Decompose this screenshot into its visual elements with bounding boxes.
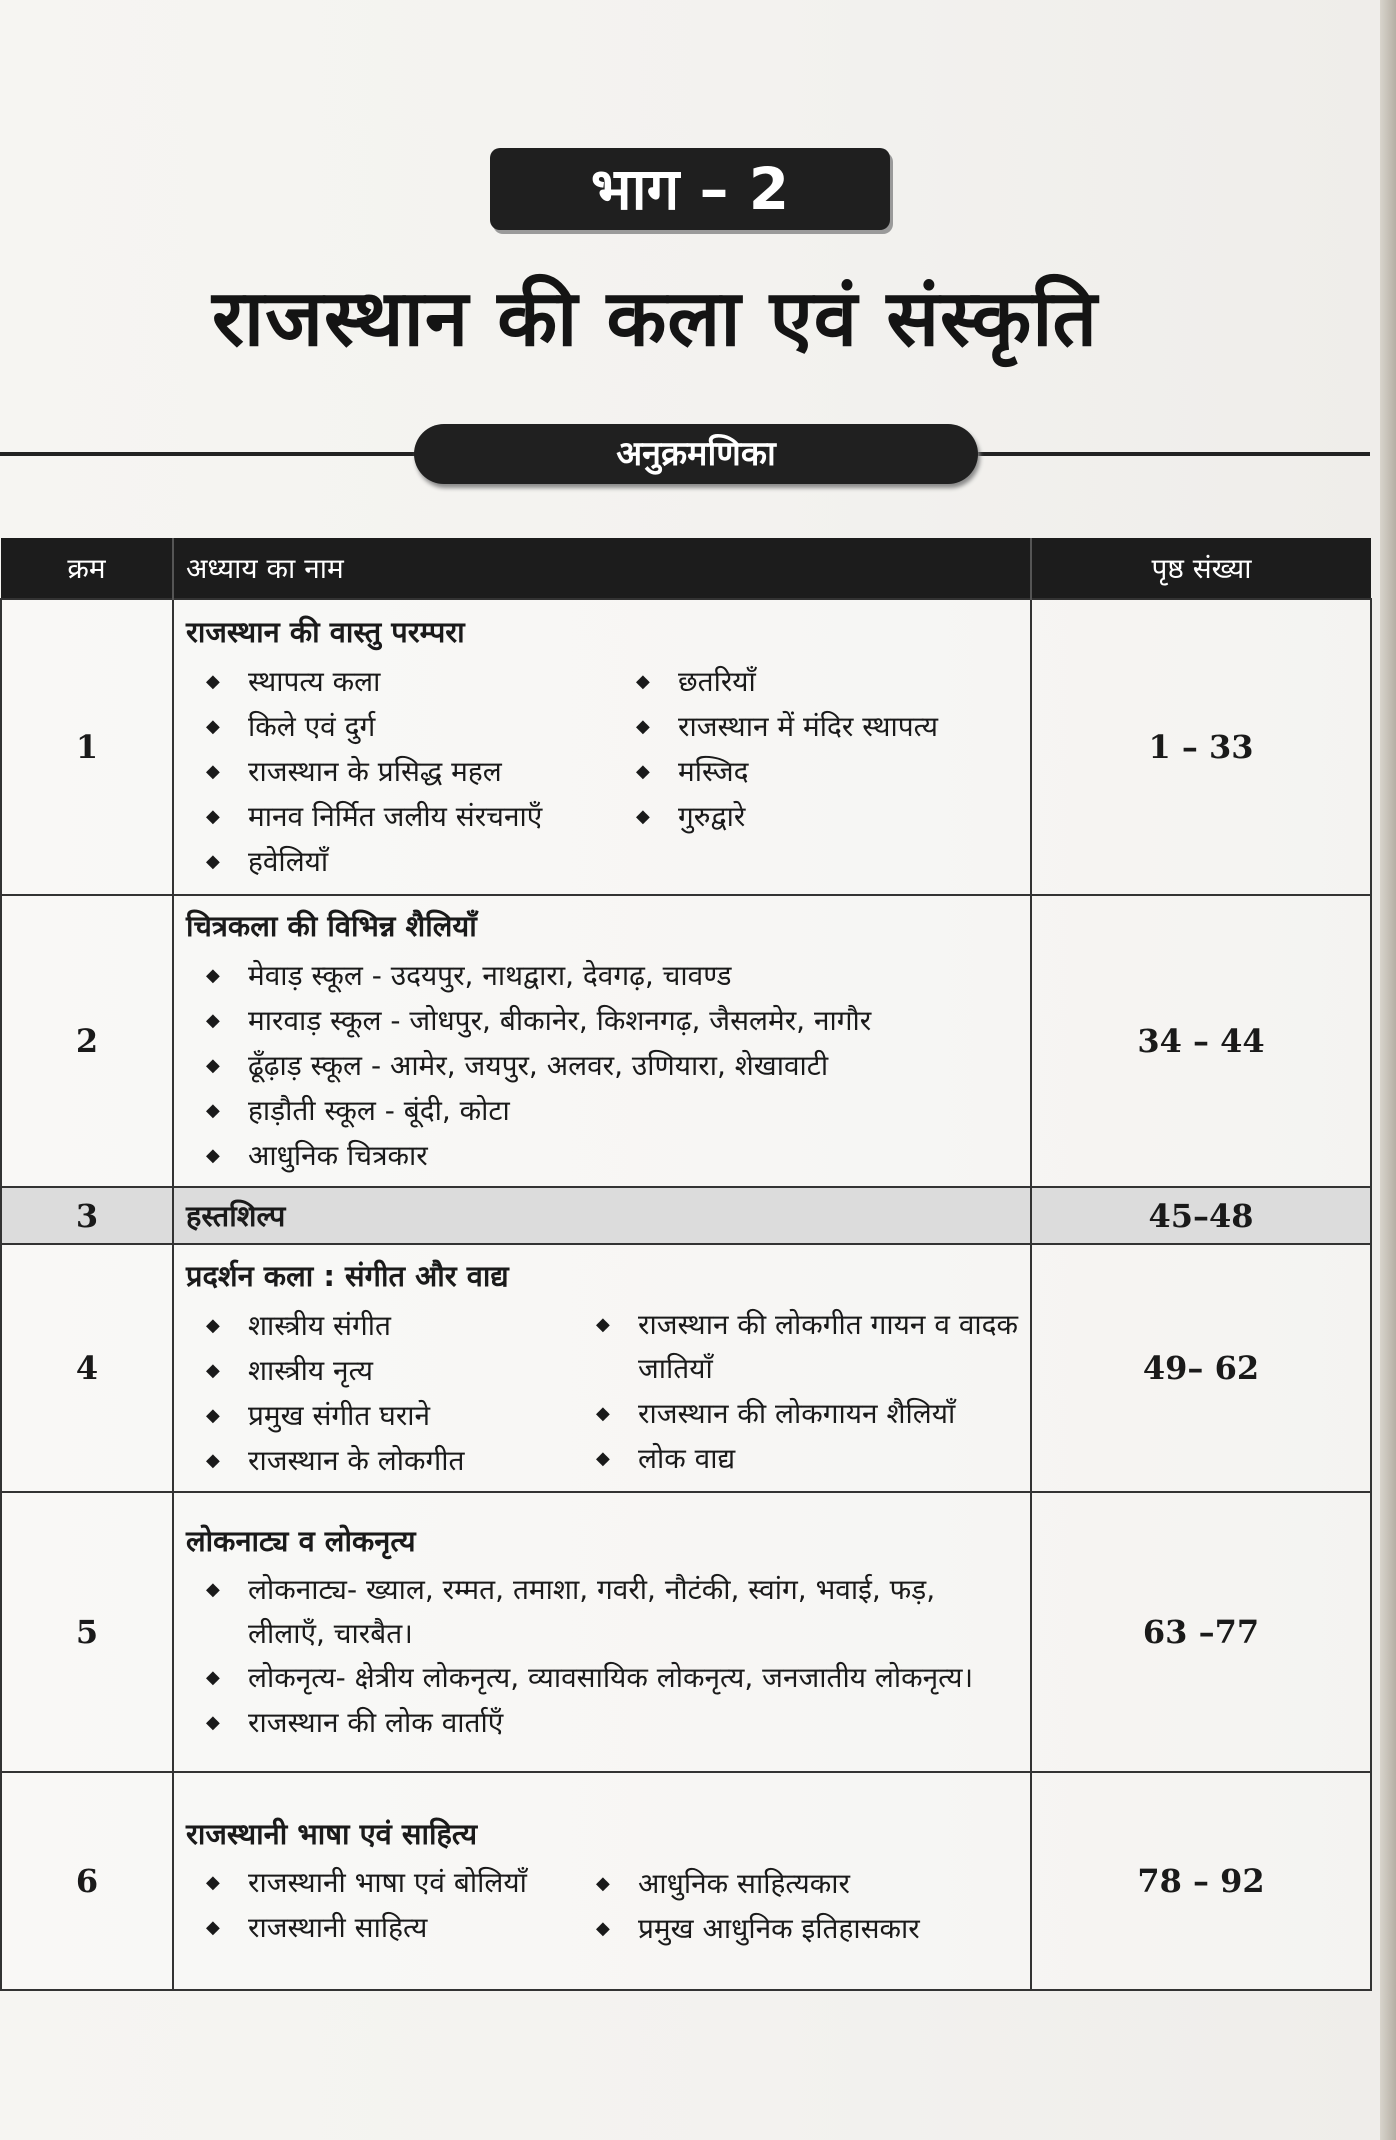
index-heading: अनुक्रमणिका [414,424,978,484]
chapter-title: प्रदर्शन कला : संगीत और वाद्य [186,1258,509,1293]
row-serial: 2 [1,895,173,1187]
row-serial: 1 [1,599,173,895]
topic-list [186,1861,576,1951]
list-item: ◆ मेवाड़ स्कूल - उदयपुर, नाथद्वारा, देवगढ़, चावण्ड [206,953,1018,998]
list-item: ◆ हवेलियाँ [206,839,616,884]
chapter-cell [173,895,1031,1187]
row-serial: 5 [1,1492,173,1772]
list-item: ◆ शास्त्रीय नृत्य [206,1348,576,1393]
table-row [1,1772,1371,1990]
list-item: ◆ किले एवं दुर्ग [206,704,616,749]
header-serial: क्रम [1,538,173,599]
chapter-title: लोकनाट्य व लोकनृत्य [186,1524,416,1558]
list-item: ◆ मस्जिद [636,749,1036,794]
list-item: ◆ मारवाड़ स्कूल - जोधपुर, बीकानेर, किशनगढ़, जैसलमेर, नागौर [206,998,1018,1043]
list-item: ◆ लोक वाद्य [596,1436,1026,1481]
divider-right [975,452,1370,456]
list-item: ◆ राजस्थान के लोकगीत [206,1438,576,1483]
list-item: ◆ राजस्थान की लोकगीत गायन व वादक जातियाँ [596,1303,1026,1391]
list-item: ◆ राजस्थान की लोक वार्ताएँ [206,1700,1018,1745]
row-pages: 1 – 33 [1031,599,1371,895]
table-header-row [1,538,1371,599]
list-item: ◆ स्थापत्य कला [206,659,616,704]
chapter-title: राजस्थान की वास्तु परम्परा [186,615,465,649]
topic-list [616,659,1036,884]
table-row [1,895,1371,1187]
header-chapter: अध्याय का नाम [173,538,1031,599]
chapter-cell [173,1492,1031,1772]
list-item: ◆ आधुनिक चित्रकार [206,1133,1018,1178]
page-title: राजस्थान की कला एवं संस्कृति [212,274,1098,364]
row-serial: 3 [1,1187,173,1244]
row-serial: 6 [1,1772,173,1990]
topic-list [186,1303,576,1483]
list-item: ◆ राजस्थान के प्रसिद्ध महल [206,749,616,794]
topic-list [186,1568,1018,1745]
row-pages: 49– 62 [1031,1244,1371,1492]
topic-list [576,1861,1026,1951]
list-item: ◆ छतरियाँ [636,659,1036,704]
chapter-cell [173,1772,1031,1990]
list-item: ◆ गुरुद्वारे [636,794,1036,839]
table-row [1,1492,1371,1772]
list-item: ◆ आधुनिक साहित्यकार [596,1861,1026,1906]
chapter-cell [173,1187,1031,1244]
list-item: ◆ राजस्थान की लोकगायन शैलियाँ [596,1391,1026,1436]
divider-left [0,452,420,456]
row-pages: 78 – 92 [1031,1772,1371,1990]
topic-list [576,1303,1026,1483]
list-item: ◆ राजस्थान में मंदिर स्थापत्य [636,704,1036,749]
row-pages: 63 –77 [1031,1492,1371,1772]
row-pages: 45–48 [1031,1187,1371,1244]
list-item: ◆ प्रमुख आधुनिक इतिहासकार [596,1906,1026,1951]
list-item: ◆ मानव निर्मित जलीय संरचनाएँ [206,794,616,839]
row-serial: 4 [1,1244,173,1492]
chapter-cell [173,1244,1031,1492]
part-badge: भाग – 2 [490,148,890,230]
list-item: ◆ ढूँढ़ाड़ स्कूल - आमेर, जयपुर, अलवर, उणियारा, शेखावाटी [206,1043,1018,1088]
topic-list [186,953,1018,1178]
chapter-title: राजस्थानी भाषा एवं साहित्य [186,1816,478,1851]
chapter-title: हस्तशिल्प [186,1199,286,1233]
list-item: ◆ शास्त्रीय संगीत [206,1303,576,1348]
list-item: ◆ हाड़ौती स्कूल - बूंदी, कोटा [206,1088,1018,1133]
chapter-cell [173,599,1031,895]
table-row [1,599,1371,895]
list-item: ◆ लोकनाट्य- ख्याल, रम्मत, तमाशा, गवरी, नौटंकी, स्वांग, भवाई, फड़, लीलाएँ, चारबैत। [206,1568,1018,1656]
table-row [1,1244,1371,1492]
page-edge [1380,0,1396,2140]
topic-list [186,659,616,884]
list-item: ◆ राजस्थानी भाषा एवं बोलियाँ [206,1861,576,1905]
list-item: ◆ लोकनृत्य- क्षेत्रीय लोकनृत्य, व्यावसायिक लोकनृत्य, जनजातीय लोकनृत्य। [206,1656,1018,1700]
list-item: ◆ प्रमुख संगीत घराने [206,1393,576,1438]
contents-table [0,538,1372,1991]
row-pages: 34 – 44 [1031,895,1371,1187]
chapter-title: चित्रकला की विभिन्न शैलियाँ [186,909,477,943]
table-row [1,1187,1371,1244]
list-item: ◆ राजस्थानी साहित्य [206,1905,576,1950]
header-pages: पृष्ठ संख्या [1031,538,1371,599]
